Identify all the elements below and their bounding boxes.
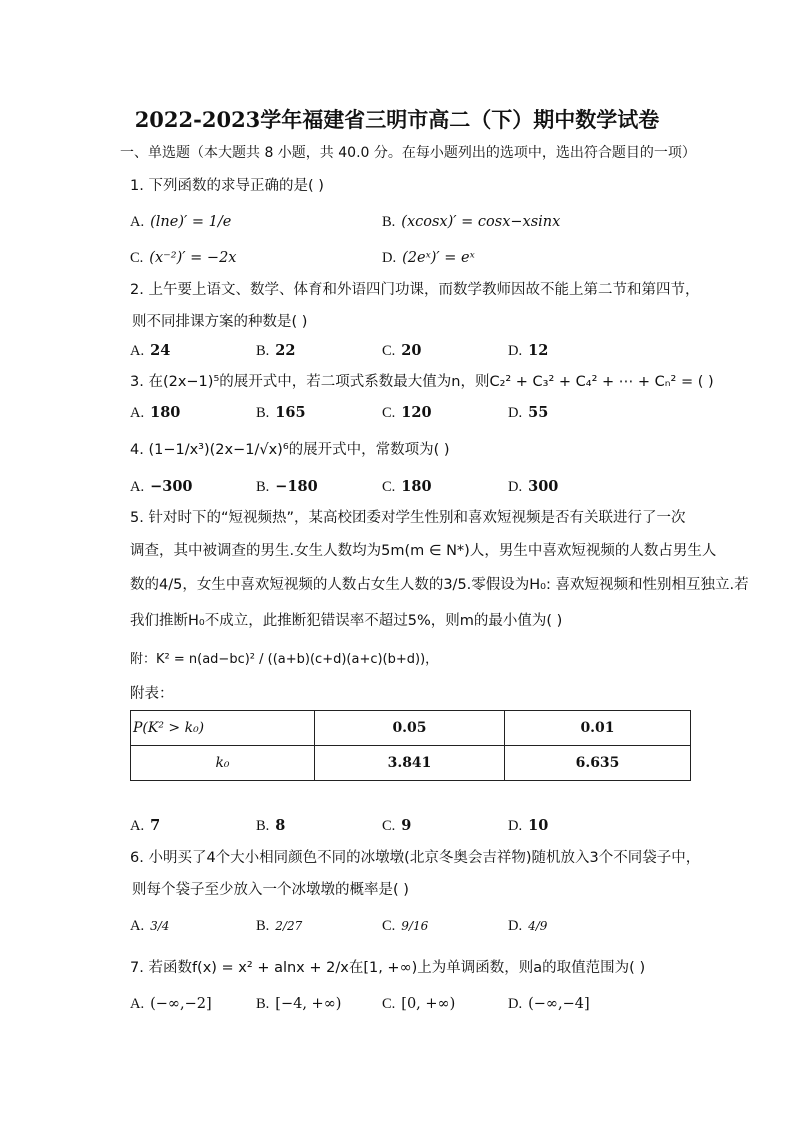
table-cell: P(K² > k₀) [131, 711, 315, 746]
option-value: [0, +∞) [401, 996, 456, 1012]
q5-stem-line-3: 数的4/5，女生中喜欢短视频的人数占女生人数的3/5.零假设为H₀: 喜欢短视频和性别相互独立.若 [130, 577, 749, 593]
option-label: C. [130, 250, 144, 266]
option-value: 7 [150, 817, 161, 834]
q3-option-b [256, 403, 306, 423]
q6-option-b [256, 916, 302, 936]
option-value: (2eˣ)′ = eˣ [402, 250, 475, 266]
q2-option-c [382, 341, 421, 361]
q2-option-d [508, 341, 548, 361]
table-row [131, 746, 691, 781]
option-value: 55 [528, 404, 549, 421]
q4-option-d [508, 477, 558, 497]
option-label: D. [508, 405, 523, 421]
q5-option-b [256, 816, 285, 836]
table-cell: 3.841 [315, 746, 505, 781]
option-label: A. [130, 996, 145, 1012]
q5-option-a [130, 816, 160, 836]
option-value: 300 [528, 478, 559, 495]
q7-option-d [508, 994, 590, 1014]
q5-stem-line-2: 调查，其中被调查的男生.女生人数均为5m(m ∈ N*)人，男生中喜欢短视频的人数占男生人 [130, 543, 717, 559]
option-value: 8 [275, 817, 286, 834]
option-value: −180 [275, 478, 318, 495]
option-value: (xcosx)′ = cosx−xsinx [401, 214, 561, 230]
option-value: (−∞,−4] [528, 996, 590, 1012]
q3-option-c [382, 403, 432, 423]
critical-value-table [130, 710, 691, 781]
q4-option-b [256, 477, 318, 497]
q1-option-c [130, 248, 236, 268]
option-label: C. [382, 918, 396, 934]
option-label: D. [508, 996, 523, 1012]
option-value: 180 [401, 478, 432, 495]
q2-stem-line-1: 2. 上午要上语文、数学、体育和外语四门功课，而数学教师因故不能上第二节和第四节， [130, 282, 700, 298]
option-value: 3/4 [150, 919, 170, 933]
q5-stem-line-4: 我们推断H₀不成立，此推断犯错误率不超过5%，则m的最小值为( ) [130, 613, 563, 629]
page-title: 2022-2023学年福建省三明市高二（下）期中数学试卷 [134, 107, 660, 132]
option-label: B. [256, 479, 270, 495]
option-value: (x⁻²)′ = −2x [149, 250, 237, 266]
q6-option-a [130, 916, 169, 936]
q3-option-d [508, 403, 548, 423]
table-cell: 0.01 [505, 711, 691, 746]
option-value: 165 [275, 404, 306, 421]
q6-stem-line-2: 则每个袋子至少放入一个冰墩墩的概率是( ) [132, 882, 409, 898]
q5-formula-note: 附：K² = n(ad−bc)² / ((a+b)(c+d)(a+c)(b+d))， [130, 652, 439, 667]
q6-stem-line-1: 6. 小明买了4个大小相同颜色不同的冰墩墩(北京冬奥会吉祥物)随机放入3个不同袋子中， [130, 850, 701, 866]
q5-stem-line-1: 5. 针对时下的“短视频热”，某高校团委对学生性别和喜欢短视频是否有关联进行了一次 [130, 510, 686, 526]
q1-option-a [130, 212, 231, 232]
option-value: [−4, +∞) [275, 996, 342, 1012]
q4-option-a [130, 477, 193, 497]
section-heading: 一、单选题（本大题共 8 小题，共 40.0 分。在每小题列出的选项中，选出符合题目的一项） [120, 145, 696, 161]
q6-option-d [508, 916, 547, 936]
q1-option-b [382, 212, 560, 232]
q7-option-b [256, 994, 341, 1014]
q2-option-a [130, 341, 170, 361]
option-label: C. [382, 479, 396, 495]
q4-option-c [382, 477, 432, 497]
q3-stem: 3. 在(2x−1)⁵的展开式中，若二项式系数最大值为n，则C₂² + C₃² + C₄² + ⋯ + Cₙ² = ( ) [130, 374, 714, 390]
option-label: A. [130, 918, 145, 934]
q7-stem: 7. 若函数f(x) = x² + alnx + 2/x在[1, +∞)上为单调函数，则a的取值范围为( ) [130, 960, 646, 976]
table-row [131, 711, 691, 746]
option-label: D. [382, 250, 397, 266]
option-value: 20 [401, 342, 422, 359]
option-label: C. [382, 818, 396, 834]
option-label: A. [130, 343, 145, 359]
option-label: B. [256, 343, 270, 359]
option-label: C. [382, 405, 396, 421]
option-value: (lne)′ = 1/e [150, 214, 232, 230]
option-value: 22 [275, 342, 296, 359]
table-cell: k₀ [131, 746, 315, 781]
q5-table-label: 附表： [130, 686, 174, 702]
option-label: C. [382, 996, 396, 1012]
option-value: 9 [401, 817, 412, 834]
option-value: 24 [150, 342, 171, 359]
option-value: 12 [528, 342, 549, 359]
q1-stem: 1. 下列函数的求导正确的是( ) [130, 178, 324, 194]
option-label: D. [508, 479, 523, 495]
option-label: B. [256, 918, 270, 934]
option-label: B. [256, 818, 270, 834]
table-cell: 6.635 [505, 746, 691, 781]
option-value: 2/27 [275, 919, 303, 933]
option-value: −300 [150, 478, 193, 495]
option-value: 9/16 [401, 919, 429, 933]
q5-option-d [508, 816, 548, 836]
q5-option-c [382, 816, 411, 836]
q7-option-a [130, 994, 212, 1014]
q1-option-d [382, 248, 475, 268]
q4-stem: 4. (1−1/x³)(2x−1/√x)⁶的展开式中，常数项为( ) [130, 442, 450, 458]
q7-option-c [382, 994, 455, 1014]
option-label: A. [130, 405, 145, 421]
option-value: 180 [150, 404, 181, 421]
q6-option-c [382, 916, 428, 936]
option-value: 120 [401, 404, 432, 421]
option-label: A. [130, 214, 145, 230]
option-label: B. [382, 214, 396, 230]
q2-stem-line-2: 则不同排课方案的种数是( ) [132, 314, 308, 330]
option-label: A. [130, 818, 145, 834]
option-label: D. [508, 818, 523, 834]
table-cell: 0.05 [315, 711, 505, 746]
option-value: 4/9 [528, 919, 548, 933]
q3-option-a [130, 403, 180, 423]
option-label: B. [256, 405, 270, 421]
option-label: D. [508, 918, 523, 934]
option-label: D. [508, 343, 523, 359]
option-label: C. [382, 343, 396, 359]
q2-option-b [256, 341, 295, 361]
option-value: 10 [528, 817, 549, 834]
option-value: (−∞,−2] [150, 996, 212, 1012]
option-label: A. [130, 479, 145, 495]
option-label: B. [256, 996, 270, 1012]
